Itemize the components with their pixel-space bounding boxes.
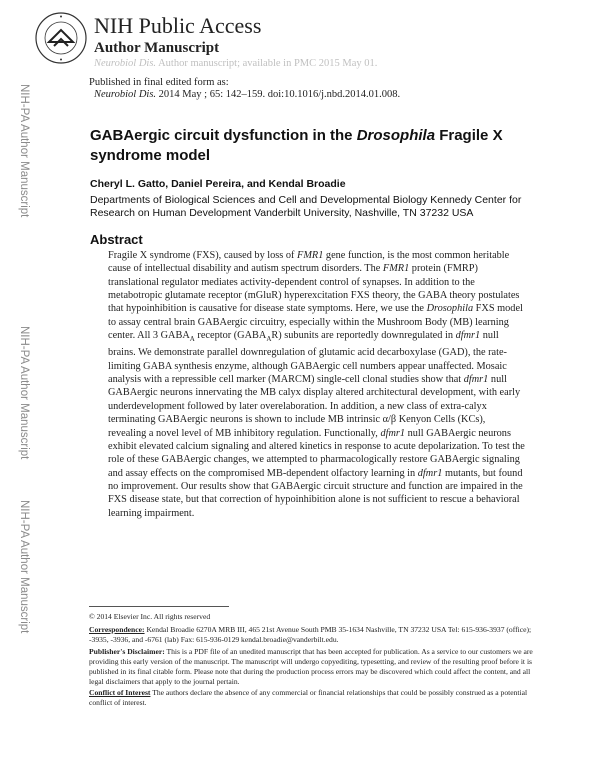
side-watermark: NIH-PA Author Manuscript bbox=[18, 500, 30, 634]
article-title: GABAergic circuit dysfunction in the Drosophila Fragile X syndrome model bbox=[90, 127, 503, 164]
abstract-body: Fragile X syndrome (FXS), caused by loss of FMR1 gene function, is the most common heritable cause of intellectual disability and autism spectrum disorders. The FMR1 protein (FMRP) translational regulator mediates activity-dependent control of synapses. In addition to the metabotropic glutamate receptor (mGluR) hyperexcitation FXS theory, the GABA theory postulates that hypoinhibition is causative for disease state symptoms. Here, we use the Drosophila FXS model to assay central brain GABAergic circuitry, especially within the Mushroom Body (MB) learning center. All 3 $GABA_A$ receptor $(GABA_AR)$ subunits are reportedly downregulated in dfmr1 null brains. We demonstrate parallel downregulation of glutamic acid decarboxylase (GAD), the rate-limiting GABA synthesis enzyme, although GABAergic cell numbers appear unaffected. Mosaic analysis with a repressible cell marker (MARCM) single-cell clonal studies show that dfmr1 null GABAergic neurons innervating the MB calyx display altered architectural development, with early underdevelopment followed by later overelaboration. In addition, a new class of extra-calyx terminating GABAergic neurons is shown to include MB intrinsic α/β Kenyon Cells (KCs), revealing a novel level of MB inhibitory regulation. Functionally, dfmr1 null GABAergic neurons exhibit elevated calcium signaling and altered kinetics in response to acute depolarization. To test the role of these GABAergic changes, we attempted to pharmacologically restore GABAergic signaling and assay effects on the compromised MB-dependent olfactory learning in dfmr1 mutants, but found no improvement. Our results show that GABAergic circuit structure and function are impaired in the FXS disease state, but that correction of hypoinhibition alone is not sufficient to rescue a behavioral learning impairment. bbox=[108, 250, 525, 519]
citation-details: 2014 May ; 65: 142–159. doi:10.1016/j.nbd.2014.01.008. bbox=[156, 89, 401, 100]
publisher-disclaimer: Publisher's Disclaimer: This is a PDF file of an unedited manuscript that has been accepted for publication. As a service to our customers we are providing this early version of the manuscript. The manuscript will undergo copyediting, typesetting, and review of the resulting proof before it is published in its final citable form. Please note that during the production process errors may be discovered which could affect the content, and all legal disclaimers that apply to the journal pertain. bbox=[89, 647, 533, 686]
citation-line bbox=[94, 89, 400, 100]
side-watermark: NIH-PA Author Manuscript bbox=[18, 326, 30, 460]
footnote-divider bbox=[89, 606, 229, 607]
header-availability: Author manuscript; available in PMC 2015 May 01. bbox=[156, 58, 378, 69]
header-journal-line bbox=[94, 58, 377, 69]
citation-journal: Neurobiol Dis. bbox=[94, 89, 157, 100]
published-label: Published in final edited form as: bbox=[89, 77, 229, 88]
copyright-notice: © 2014 Elsevier Inc. All rights reserved bbox=[89, 612, 211, 621]
author-manuscript-label: Author Manuscript bbox=[94, 40, 220, 56]
nih-public-access-title: NIH Public Access bbox=[94, 13, 262, 38]
header-journal-name: Neurobiol Dis. bbox=[94, 58, 157, 69]
correspondence-note: Correspondence: Kendal Broadie 6270A MRB III, 465 21st Avenue South PMB 35-1634 Nashville, TN 37232 USA Tel: 615-936-3937 (office); -3935, -3936, and -6761 (lab) Fax: 615-936-0129 kendal.broadie@vanderbilt.edu. bbox=[89, 625, 532, 644]
nih-seal-logo bbox=[35, 12, 87, 64]
side-watermark: NIH-PA Author Manuscript bbox=[18, 84, 30, 218]
author-list: Cheryl L. Gatto, Daniel Pereira, and Kendal Broadie bbox=[90, 178, 346, 190]
conflict-of-interest: Conflict of Interest The authors declare the absence of any commercial or financial relationships that could be possibly construed as a potential conflict of interest. bbox=[89, 688, 528, 707]
affiliation: Departments of Biological Sciences and Cell and Developmental Biology Kennedy Center for Research on Human Development Vanderbilt University, Nashville, TN 37232 USA bbox=[90, 194, 522, 219]
abstract-heading: Abstract bbox=[90, 232, 143, 247]
